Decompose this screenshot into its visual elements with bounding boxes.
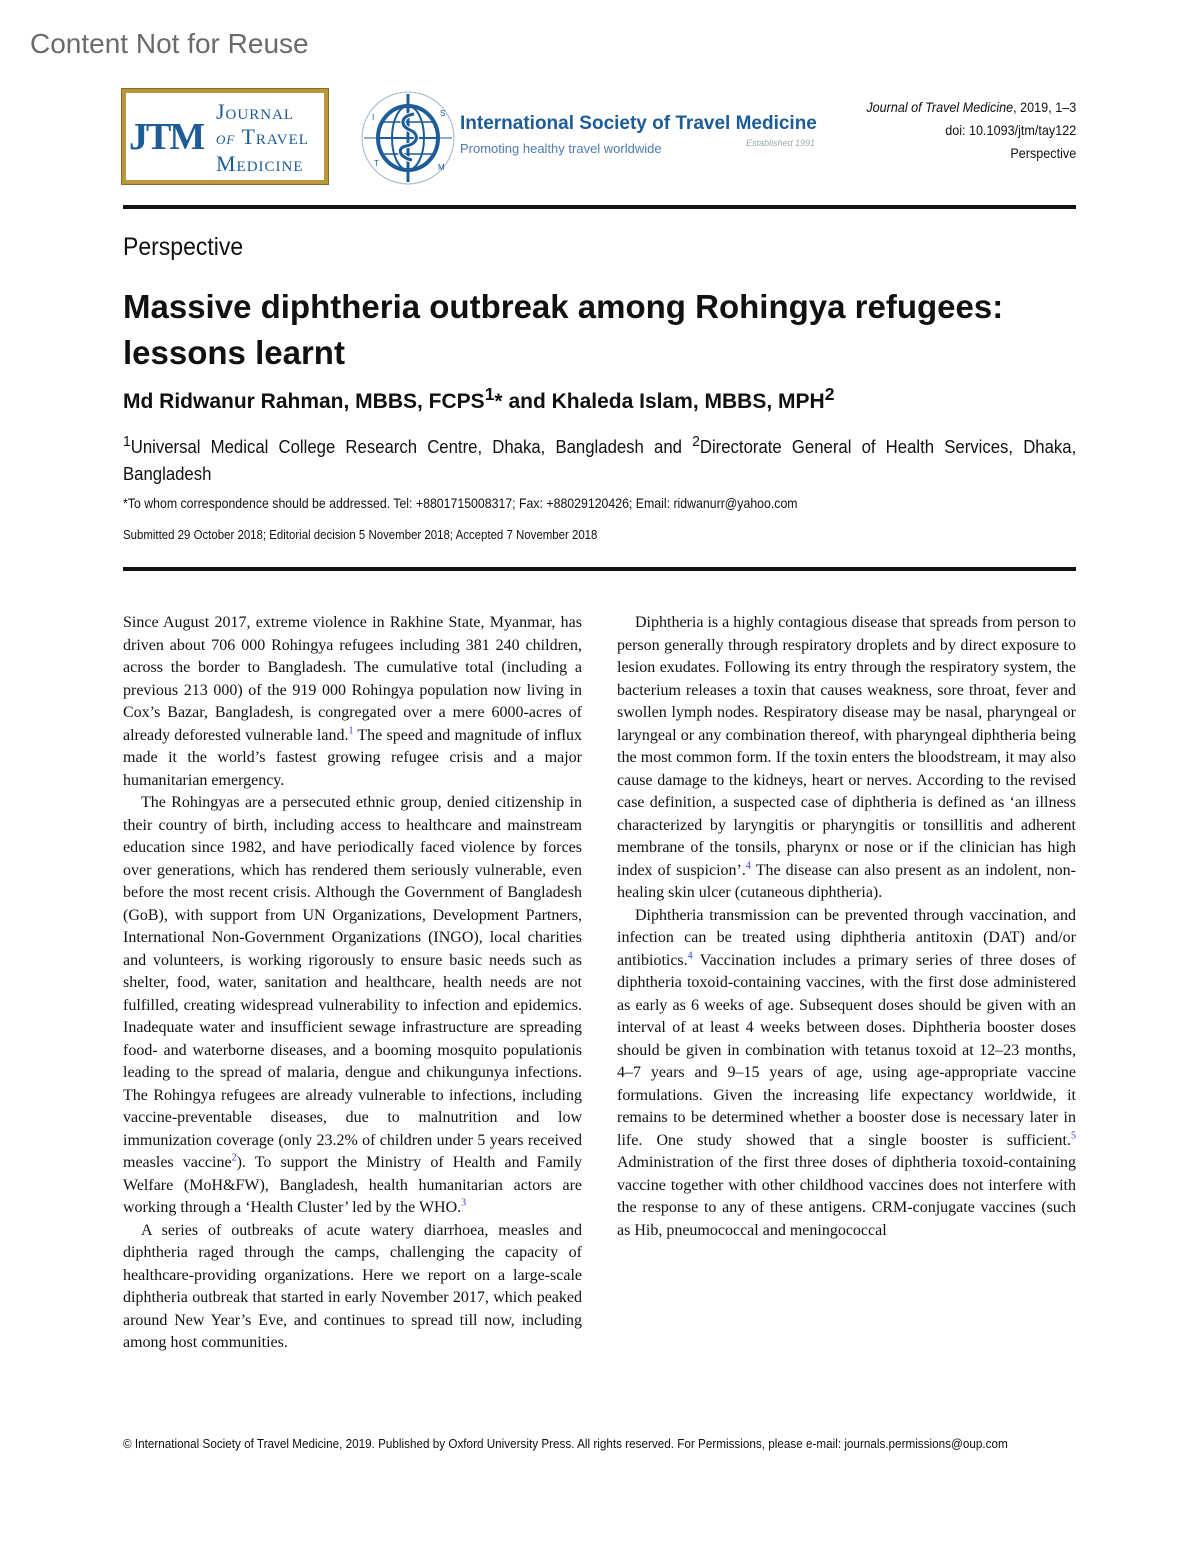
section-label: Perspective [123, 233, 244, 261]
doi[interactable]: doi: 10.1093/jtm/tay122 [945, 122, 1076, 138]
and: and [502, 390, 552, 413]
reference-link[interactable]: 2 [231, 1152, 237, 1164]
paragraph-text: The Rohingyas are a persecuted ethnic group, denied citizenship in their country of birth, including access to healthcare and mainstream education since 1982, and have periodically faced violence by forces over generations, which has rendered them seriously vulnerable, even before the most recent crisis. Although the Government of Bangladesh (GoB), with support from UN Organizations, Development Partners, International Non-Government Organizations (INGO), local charities and volunteers, is working rigorously to ensure basic needs such as shelter, food, water, sanitation and healthcare, health needs are not fulfilled, creating widespread vulnerability to infection and epidemics. Inadequate water and insufficient sewage infrastructure are spreading food- and waterborne diseases, and a booming mosquito populationis leading to the spread of malaria, dengue and chikungunya infections. The Rohingya refugees are already vulnerable to infections, including vaccine-preventable diseases, due to malnutrition and low immunization coverage (only 23.2% of children under 5 years received measles vaccine [123, 794, 582, 1171]
reference-link[interactable]: 1 [348, 725, 354, 737]
jtm-word-2 [216, 124, 309, 151]
istm-globe-logo [360, 90, 456, 186]
svg-text:I: I [372, 113, 375, 122]
affiliations [123, 428, 1076, 488]
jtm-monogram: JTM [129, 116, 204, 158]
citation-block [866, 96, 1076, 165]
istm-established: Established 1991 [746, 138, 816, 148]
author-2-affil: 2 [824, 384, 835, 404]
body-paragraph [617, 905, 1076, 1243]
jtm-word-1: Journal [216, 99, 295, 124]
reference-link[interactable]: 3 [461, 1197, 467, 1209]
body-paragraph [123, 612, 582, 792]
header-rule [123, 205, 1076, 209]
paragraph-text: Administration of the first three doses of diphtheria toxoid-containing vaccine together with other childhood vaccines does not interfere with the response to any of these antigens. CRM-conjugate vaccines (such as Hib, pneumococcal and meningococcal [617, 1154, 1076, 1239]
svg-text:T: T [374, 159, 379, 168]
article-type: Perspective [1010, 145, 1076, 161]
body-rule [123, 567, 1076, 571]
reference-link[interactable]: 4 [687, 950, 693, 962]
article-title: Massive diphtheria outbreak among Rohingya refugees: lessons learnt [123, 288, 1004, 371]
year-pages: , 2019, 1–3 [1012, 99, 1076, 115]
paragraph-text: The disease can also present as an indolent, non-healing skin ulcer (cutaneous diphtheria). [617, 861, 1076, 901]
body-paragraph [123, 1220, 582, 1355]
jtm-travel: Travel [241, 124, 309, 149]
author-1-affil: 1 [484, 384, 495, 404]
watermark: Content Not for Reuse [30, 28, 309, 59]
istm-name: International Society of Travel Medicine [460, 113, 817, 134]
body-paragraph [617, 612, 1076, 905]
jtm-wordmark [216, 99, 309, 176]
authors [123, 384, 834, 414]
reference-link[interactable]: 5 [1071, 1130, 1076, 1142]
article-body [123, 612, 1076, 1360]
paragraph-text: Vaccination includes a primary series of three doses of diphtheria toxoid-containing vaccines, with the first dose administered as early as 6 weeks of age. Subsequent doses should be given with an interval of at least 4 weeks between doses. Diphtheria booster doses should be given in combination with tetanus toxoid at 12–23 months, 4–7 years and 9–15 years of age, using age-appropriate vaccine formulations. Given the increasing life expectancy worldwide, it remains to be determined whether a booster dose is necessary later in life. One study showed that a single booster is sufficient. [617, 951, 1076, 1149]
paragraph-text: Since August 2017, extreme violence in Rakhine State, Myanmar, has driven about 706 000 Rohingya refugees including 381 240 children, across the border to Bangladesh. The cumulative total (including a previous 213 000) of the 919 000 Rohingya population now living in Cox’s Bazar, Bangladesh, is congregated over a mere 6000-acres of already deforested vulnerable land. [123, 614, 582, 744]
affil-2-mark: 2 [692, 433, 700, 450]
reference-link[interactable]: 4 [745, 860, 751, 872]
body-paragraph [123, 792, 582, 1220]
jtm-word-3: Medicine [216, 151, 304, 176]
svg-text:S: S [440, 109, 446, 118]
jtm-of: of [216, 128, 236, 148]
paragraph-text: The speed and magnitude of influx made it the world’s fastest growing refugee crisis and a major humanitarian emergency. [123, 726, 583, 789]
paragraph-text: Diphtheria is a highly contagious disease that spreads from person to person generally through respiratory droplets and by direct exposure to lesion exudates. Following its entry through the respiratory system, the bacterium releases a toxin that causes weakness, sore throat, fever and swollen lymph nodes. Respiratory disease may be nasal, pharyngeal or laryngeal or any combination thereof, with pharyngeal diphtheria being the most common form. If the toxin enters the bloodstream, it may also cause damage to the kidneys, heart or nerves. According to the revised case definition, a suspected case of diphtheria is defined as ‘an illness characterized by laryngitis or pharyngitis or tonsillitis and adherent membrane of the tonsils, pharynx or nose or if the clinician has high index of suspicion’. [617, 614, 1076, 879]
copyright-footer: © International Society of Travel Medicine, 2019. Published by Oxford University Press. All rights reserved. For Permissions, please e-mail: journals.permissions@oup.com [123, 1436, 1008, 1451]
paragraph-text: ). To support the Ministry of Health and Family Welfare (MoH&FW), Bangladesh, health humanitarian actors are working through a ‘Health Cluster’ led by the WHO. [123, 1154, 583, 1216]
author-2: Khaleda Islam, MBBS, MPH [551, 390, 825, 413]
journal-name: Journal of Travel Medicine [866, 99, 1013, 115]
journal-citation [866, 96, 1076, 119]
author-1: Md Ridwanur Rahman, MBBS, FCPS [123, 390, 485, 413]
istm-tagline: Promoting healthy travel worldwide [460, 141, 662, 156]
affil-2: Directorate General of Health Services, Dhaka, Bangladesh [123, 437, 1077, 484]
submission-dates: Submitted 29 October 2018; Editorial decision 5 November 2018; Accepted 7 November 2018 [123, 527, 598, 542]
affil-1: Universal Medical College Research Centre, Dhaka, Bangladesh and [130, 437, 693, 457]
paragraph-text: A series of outbreaks of acute watery diarrhoea, measles and diphtheria raged through the camps, challenging the capacity of healthcare-providing organizations. Here we report on a large-scale diphtheria outbreak that started in early November 2017, which peaked around New Year’s Eve, and continues to spread till now, including among host communities. [123, 1221, 582, 1351]
paragraph-text: Diphtheria transmission can be prevented through vaccination, and infection can be treated using diphtheria antitoxin (DAT) and/or antibiotics. [617, 906, 1076, 969]
svg-text:M: M [438, 163, 445, 172]
correspondence: *To whom correspondence should be addressed. Tel: +8801715008317; Fax: +88029120426; Email: ridwanurr@yahoo.com [123, 495, 798, 511]
corresponding-mark: * [494, 390, 503, 413]
jtm-logo [122, 89, 328, 184]
affil-1-mark: 1 [123, 433, 131, 450]
